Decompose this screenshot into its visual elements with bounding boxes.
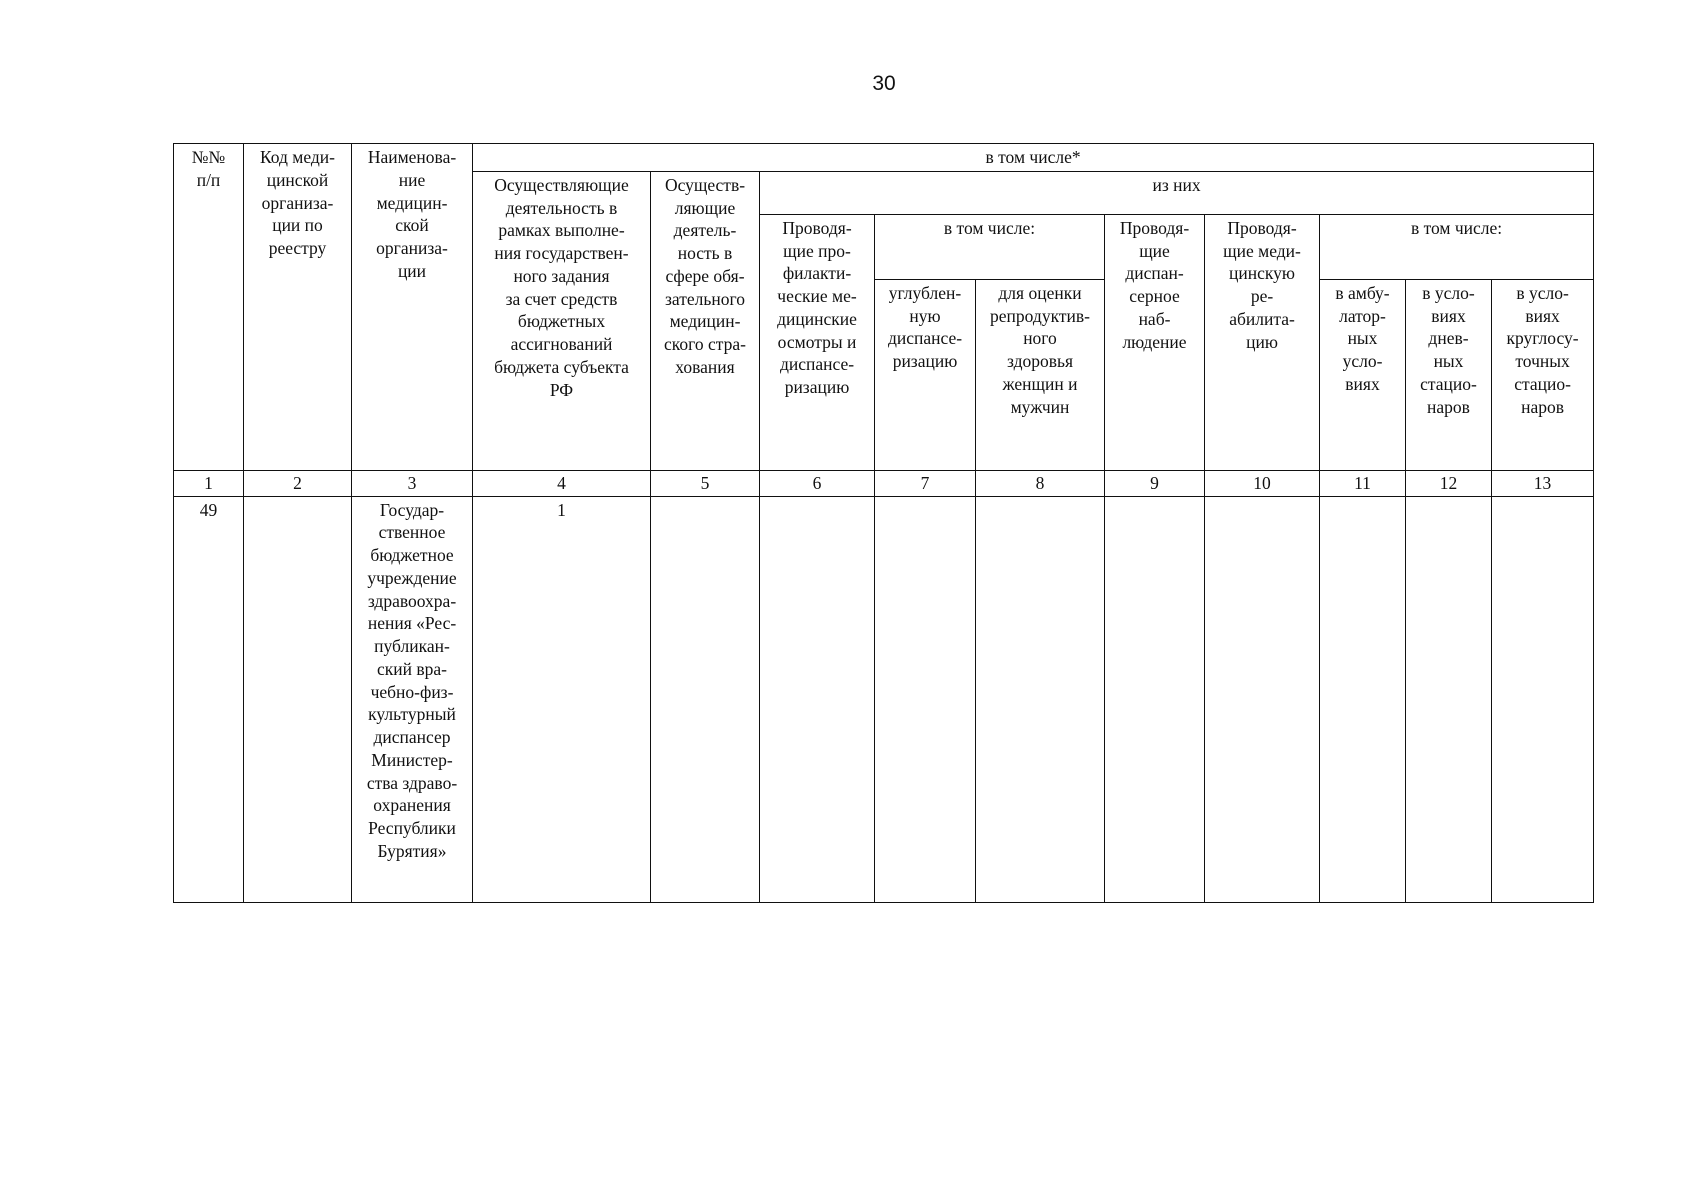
column-number: 7 [875,470,976,496]
header-in-that-number: в том числе* [473,144,1594,172]
column-number: 4 [473,470,651,496]
column-number: 1 [174,470,244,496]
header-state-assignment: Осуществляющие деятельность в рамках выполне- ния государствен- ного задания за счет средств бюджетных ассигнований бюджета субъекта РФ [473,171,651,470]
header-in-number-2: в том числе: [1320,214,1594,279]
column-number: 8 [976,470,1105,496]
cell-round-the-clock-hospital [1492,496,1594,902]
header-in-number-1: в том числе: [875,214,1105,279]
column-number: 2 [244,470,352,496]
header-org-code: Код меди- цинской организа- ции по реестру [244,144,352,471]
header-preventive-exams: Проводя- щие про- филакти- ческие ме- дицинские осмотры и диспансе- ризацию [760,214,875,470]
column-number: 13 [1492,470,1594,496]
column-number: 9 [1105,470,1205,496]
header-rehabilitation: Проводя- щие меди- цинскую ре- абилита- цию [1205,214,1320,470]
column-number: 6 [760,470,875,496]
header-outpatient: в амбу- латор- ных усло- виях [1320,279,1406,470]
page-number: 30 [872,72,896,95]
column-number: 10 [1205,470,1320,496]
cell-outpatient [1320,496,1406,902]
cell-rehabilitation [1205,496,1320,902]
header-reproductive-health: для оценки репродуктив- ного здоровья женщин и мужчин [976,279,1105,470]
header-day-hospital: в усло- виях днев- ных стацио- наров [1406,279,1492,470]
column-number: 5 [651,470,760,496]
cell-day-hospital [1406,496,1492,902]
column-numbers-row [174,470,1594,496]
report-table [173,143,1594,903]
header-dispensary-observation: Проводя- щие диспан- серное наб- людение [1105,214,1205,470]
cell-row-number: 49 [174,496,244,902]
header-row-number: №№ п/п [174,144,244,471]
header-in-depth-dispensarization: углублен- ную диспансе- ризацию [875,279,976,470]
cell-state-assignment: 1 [473,496,651,902]
cell-org-name: Государ- ственное бюджетное учреждение здравоохра- нения «Рес- публикан- ский вра- чебно-физ- культурный диспансер Министер- ства здраво- охранения Республики Бурятия» [352,496,473,902]
cell-reproductive-health [976,496,1105,902]
column-number: 11 [1320,470,1406,496]
cell-dispensary-observation [1105,496,1205,902]
column-number: 3 [352,470,473,496]
cell-in-depth-dispensarization [875,496,976,902]
cell-compulsory-insurance [651,496,760,902]
table-row [174,496,1594,902]
header-org-name: Наименова- ние медицин- ской организа- ции [352,144,473,471]
cell-org-code [244,496,352,902]
cell-preventive-exams [760,496,875,902]
header-row-1 [174,144,1594,172]
header-of-them: из них [760,171,1594,214]
column-number: 12 [1406,470,1492,496]
header-round-the-clock-hospital: в усло- виях круглосу- точных стацио- наров [1492,279,1594,470]
header-compulsory-insurance: Осуществ- ляющие деятель- ность в сфере обя- зательного медицин- ского стра- хования [651,171,760,470]
